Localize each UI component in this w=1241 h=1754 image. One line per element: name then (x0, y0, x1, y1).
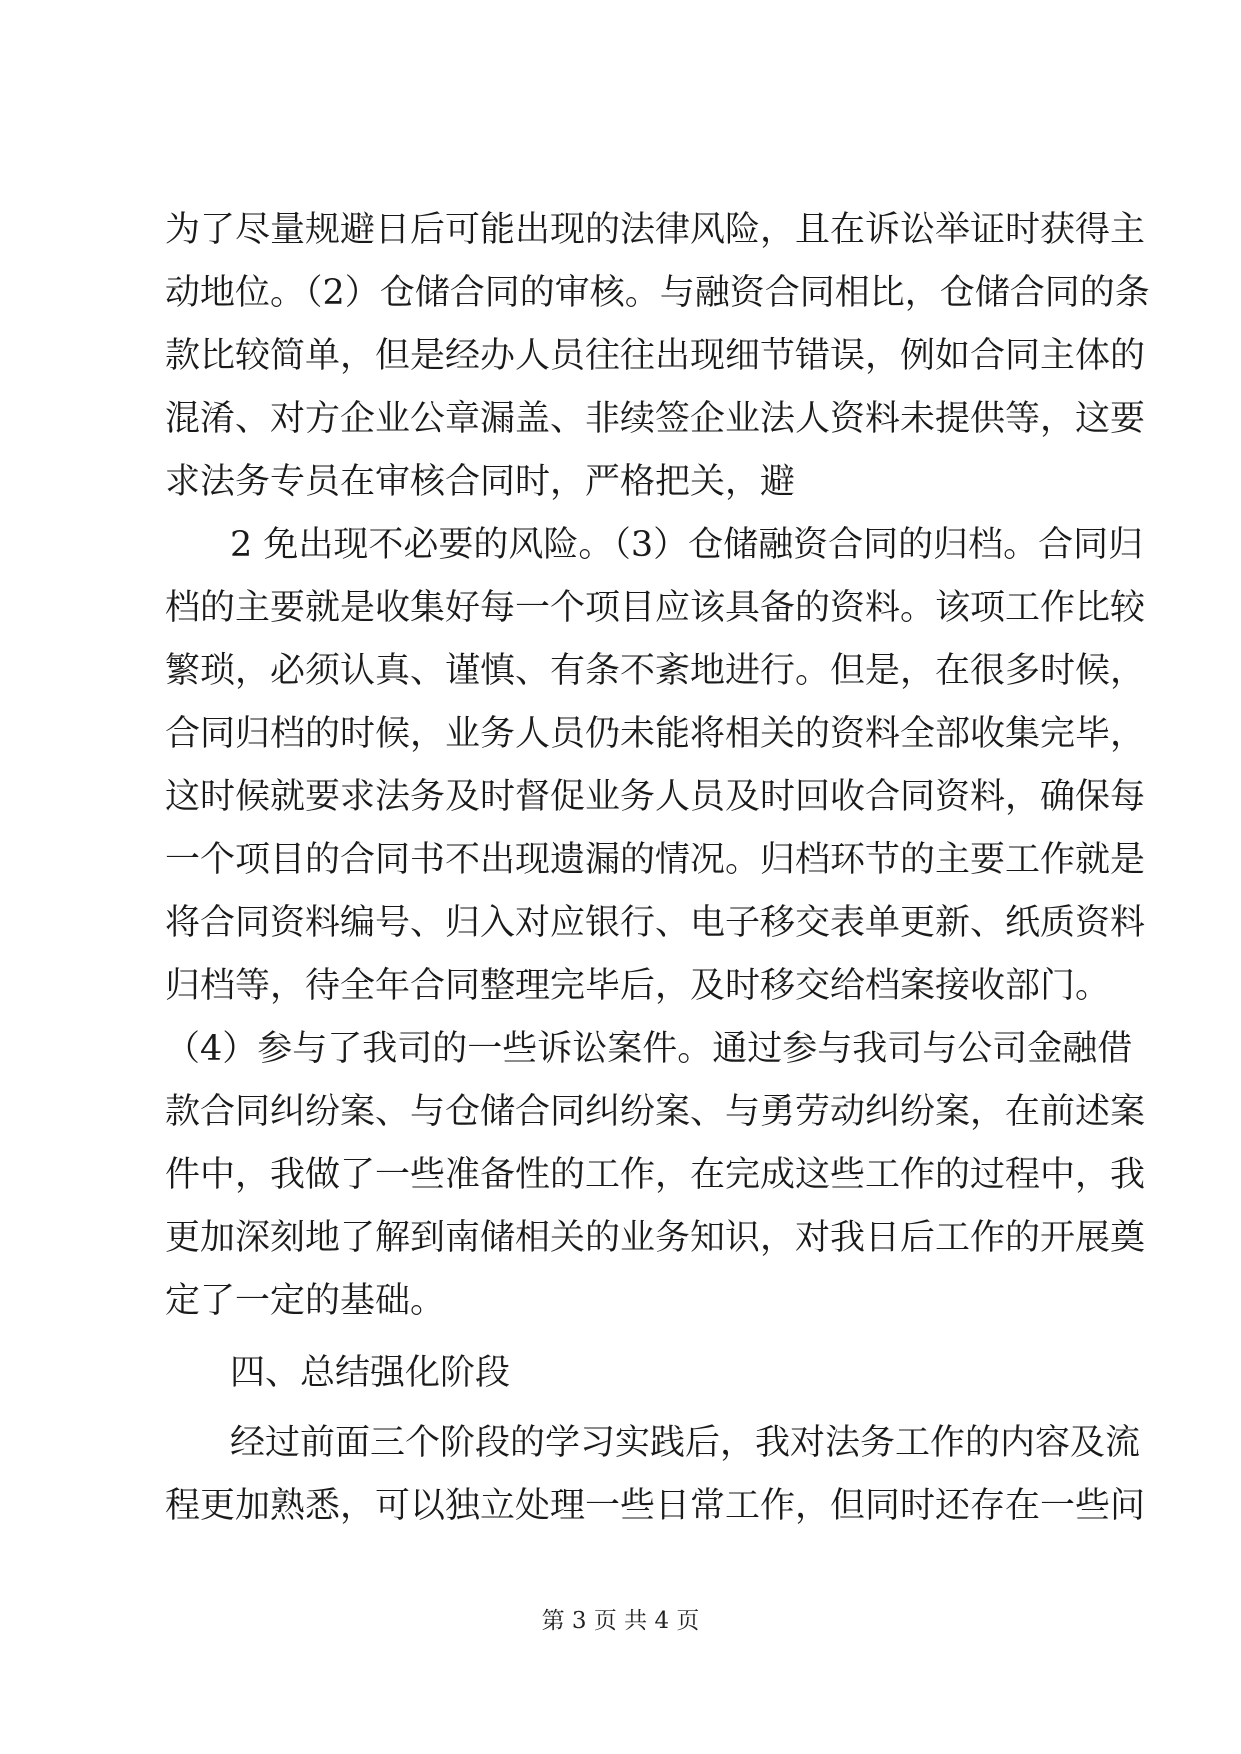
page-footer: 第 3 页 共 4 页 (541, 1608, 700, 1634)
section-heading: 四、总结强化阶段 (230, 1353, 511, 1393)
para2-line-1: 2 免出现不必要的风险。（3）仓储融资合同的归档。合同归 (230, 525, 1144, 565)
para1-line-1: 为了尽量规避日后可能出现的法律风险，且在诉讼举证时获得主 (165, 210, 1146, 250)
para1-line-2: 动地位。（2）仓储合同的审核。与融资合同相比，仓储合同的条 (165, 273, 1150, 313)
para2-line-9: （4）参与了我司的一些诉讼案件。通过参与我司与公司金融借 (165, 1029, 1133, 1069)
para1-line-3: 款比较简单，但是经办人员往往出现细节错误，例如合同主体的 (165, 336, 1146, 376)
para2-line-2: 档的主要就是收集好每一个项目应该具备的资料。该项工作比较 (165, 588, 1146, 628)
para3-line-2: 程更加熟悉，可以独立处理一些日常工作，但同时还存在一些问 (165, 1486, 1146, 1526)
para3-line-1: 经过前面三个阶段的学习实践后，我对法务工作的内容及流 (230, 1423, 1141, 1463)
para1-line-4: 混淆、对方企业公章漏盖、非续签企业法人资料未提供等，这要 (165, 399, 1146, 439)
para2-line-13: 定了一定的基础。 (165, 1281, 446, 1321)
para2-line-12: 更加深刻地了解到南储相关的业务知识，对我日后工作的开展奠 (165, 1218, 1146, 1258)
para2-line-7: 将合同资料编号、归入对应银行、电子移交表单更新、纸质资料 (165, 903, 1146, 943)
para2-line-8: 归档等，待全年合同整理完毕后，及时移交给档案接收部门。 (165, 966, 1111, 1006)
para2-line-6: 一个项目的合同书不出现遗漏的情况。归档环节的主要工作就是 (165, 840, 1146, 880)
para1-line-5: 求法务专员在审核合同时，严格把关，避 (165, 462, 796, 502)
para2-line-5: 这时候就要求法务及时督促业务人员及时回收合同资料，确保每 (165, 777, 1146, 817)
para2-line-10: 款合同纠纷案、与仓储合同纠纷案、与勇劳动纠纷案，在前述案 (165, 1092, 1146, 1132)
para2-line-4: 合同归档的时候，业务人员仍未能将相关的资料全部收集完毕， (165, 714, 1146, 754)
para2-line-3: 繁琐，必须认真、谨慎、有条不紊地进行。但是，在很多时候， (165, 651, 1146, 691)
para2-line-11: 件中，我做了一些准备性的工作，在完成这些工作的过程中，我 (165, 1155, 1146, 1195)
